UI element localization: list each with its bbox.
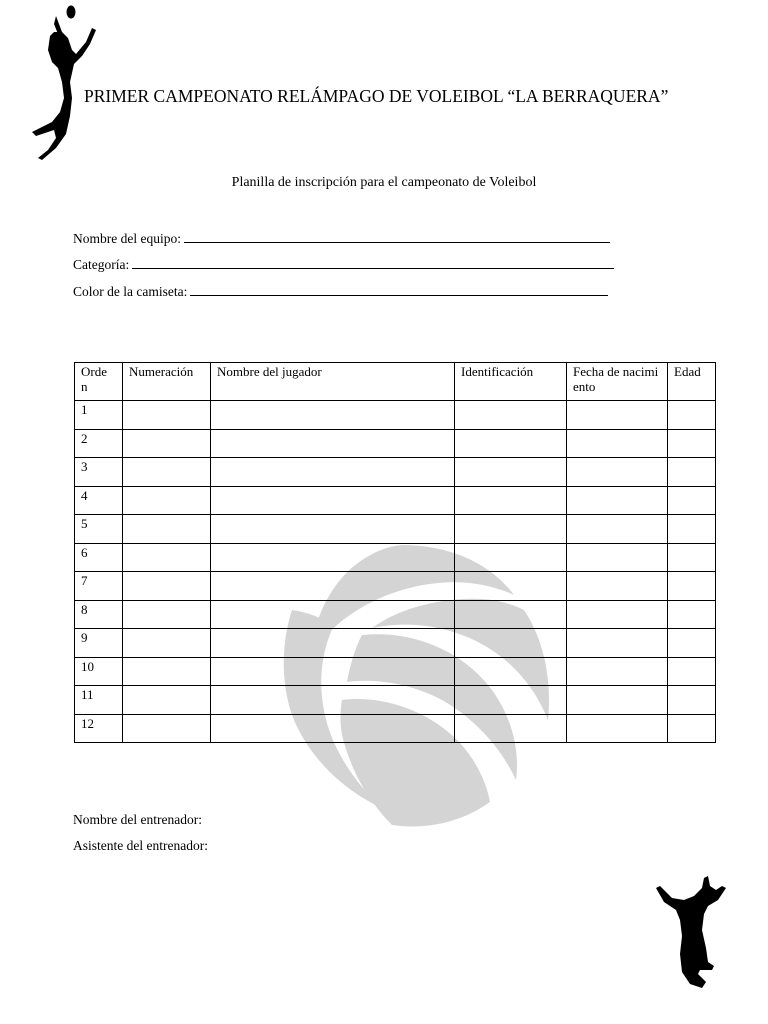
- row-order: 2: [75, 429, 123, 458]
- table-row: [75, 572, 716, 601]
- row-order: 5: [75, 515, 123, 544]
- player-name-cell[interactable]: [211, 629, 455, 658]
- table-row: [75, 600, 716, 629]
- row-order: 6: [75, 543, 123, 572]
- shirt-color-field: [73, 283, 608, 300]
- table-row: [75, 657, 716, 686]
- player-name-cell[interactable]: [211, 458, 455, 487]
- volleyball-player-silhouette-icon: [654, 874, 730, 990]
- table-row: [75, 515, 716, 544]
- birthdate-cell[interactable]: [567, 486, 668, 515]
- registration-table: [74, 362, 716, 743]
- row-order: 3: [75, 458, 123, 487]
- id-cell[interactable]: [455, 572, 567, 601]
- id-cell[interactable]: [455, 486, 567, 515]
- number-cell[interactable]: [123, 486, 211, 515]
- team-name-line: [184, 230, 610, 243]
- id-cell[interactable]: [455, 458, 567, 487]
- player-name-cell[interactable]: [211, 657, 455, 686]
- row-order: 4: [75, 486, 123, 515]
- header-birthdate: Fecha de nacimiento: [567, 363, 668, 401]
- category-label: Categoría:: [73, 257, 130, 272]
- player-name-cell[interactable]: [211, 572, 455, 601]
- birthdate-cell[interactable]: [567, 429, 668, 458]
- birthdate-cell[interactable]: [567, 686, 668, 715]
- age-cell[interactable]: [668, 401, 716, 430]
- player-name-cell[interactable]: [211, 686, 455, 715]
- player-name-cell[interactable]: [211, 543, 455, 572]
- birthdate-cell[interactable]: [567, 543, 668, 572]
- id-cell[interactable]: [455, 657, 567, 686]
- age-cell[interactable]: [668, 486, 716, 515]
- number-cell[interactable]: [123, 543, 211, 572]
- age-cell[interactable]: [668, 515, 716, 544]
- number-cell[interactable]: [123, 458, 211, 487]
- header-order: Orde n: [75, 363, 123, 401]
- number-cell[interactable]: [123, 515, 211, 544]
- row-order: 7: [75, 572, 123, 601]
- row-order: 12: [75, 714, 123, 743]
- age-cell[interactable]: [668, 686, 716, 715]
- row-order: 10: [75, 657, 123, 686]
- id-cell[interactable]: [455, 543, 567, 572]
- table-row: [75, 714, 716, 743]
- header-player-name: Nombre del jugador: [211, 363, 455, 401]
- assistant-coach-label: Asistente del entrenador:: [73, 838, 208, 853]
- age-cell[interactable]: [668, 458, 716, 487]
- shirt-color-line: [190, 283, 608, 296]
- age-cell[interactable]: [668, 714, 716, 743]
- table-row: [75, 686, 716, 715]
- player-name-cell[interactable]: [211, 486, 455, 515]
- birthdate-cell[interactable]: [567, 572, 668, 601]
- table-row: [75, 401, 716, 430]
- number-cell[interactable]: [123, 714, 211, 743]
- team-name-field: [73, 230, 610, 247]
- birthdate-cell[interactable]: [567, 458, 668, 487]
- table-row: [75, 629, 716, 658]
- page-title: PRIMER CAMPEONATO RELÁMPAGO DE VOLEIBOL “LA BERRAQUERA”: [84, 86, 669, 106]
- player-name-cell[interactable]: [211, 429, 455, 458]
- row-order: 9: [75, 629, 123, 658]
- birthdate-cell[interactable]: [567, 401, 668, 430]
- volleyball-player-silhouette-icon: [26, 2, 98, 160]
- birthdate-cell[interactable]: [567, 515, 668, 544]
- age-cell[interactable]: [668, 543, 716, 572]
- id-cell[interactable]: [455, 600, 567, 629]
- age-cell[interactable]: [668, 629, 716, 658]
- id-cell[interactable]: [455, 401, 567, 430]
- row-order: 11: [75, 686, 123, 715]
- number-cell[interactable]: [123, 572, 211, 601]
- row-order: 1: [75, 401, 123, 430]
- player-name-cell[interactable]: [211, 515, 455, 544]
- player-name-cell[interactable]: [211, 600, 455, 629]
- table-row: [75, 458, 716, 487]
- id-cell[interactable]: [455, 429, 567, 458]
- age-cell[interactable]: [668, 429, 716, 458]
- birthdate-cell[interactable]: [567, 714, 668, 743]
- number-cell[interactable]: [123, 657, 211, 686]
- birthdate-cell[interactable]: [567, 657, 668, 686]
- age-cell[interactable]: [668, 572, 716, 601]
- birthdate-cell[interactable]: [567, 629, 668, 658]
- number-cell[interactable]: [123, 429, 211, 458]
- number-cell[interactable]: [123, 401, 211, 430]
- number-cell[interactable]: [123, 629, 211, 658]
- page-subtitle: Planilla de inscripción para el campeonato de Voleibol: [231, 175, 537, 190]
- age-cell[interactable]: [668, 600, 716, 629]
- coach-label: Nombre del entrenador:: [73, 812, 202, 827]
- id-cell[interactable]: [455, 515, 567, 544]
- player-name-cell[interactable]: [211, 714, 455, 743]
- id-cell[interactable]: [455, 686, 567, 715]
- category-line: [132, 256, 614, 269]
- id-cell[interactable]: [455, 714, 567, 743]
- team-name-label: Nombre del equipo:: [73, 231, 181, 246]
- table-row: [75, 429, 716, 458]
- header-number: Numeración: [123, 363, 211, 401]
- age-cell[interactable]: [668, 657, 716, 686]
- number-cell[interactable]: [123, 600, 211, 629]
- header-id: Identificación: [455, 363, 567, 401]
- birthdate-cell[interactable]: [567, 600, 668, 629]
- table-header-row: [75, 363, 716, 401]
- player-name-cell[interactable]: [211, 401, 455, 430]
- number-cell[interactable]: [123, 686, 211, 715]
- table-row: [75, 486, 716, 515]
- id-cell[interactable]: [455, 629, 567, 658]
- shirt-color-label: Color de la camiseta:: [73, 284, 188, 299]
- table-row: [75, 543, 716, 572]
- category-field: [73, 256, 614, 273]
- header-age: Edad: [668, 363, 716, 401]
- row-order: 8: [75, 600, 123, 629]
